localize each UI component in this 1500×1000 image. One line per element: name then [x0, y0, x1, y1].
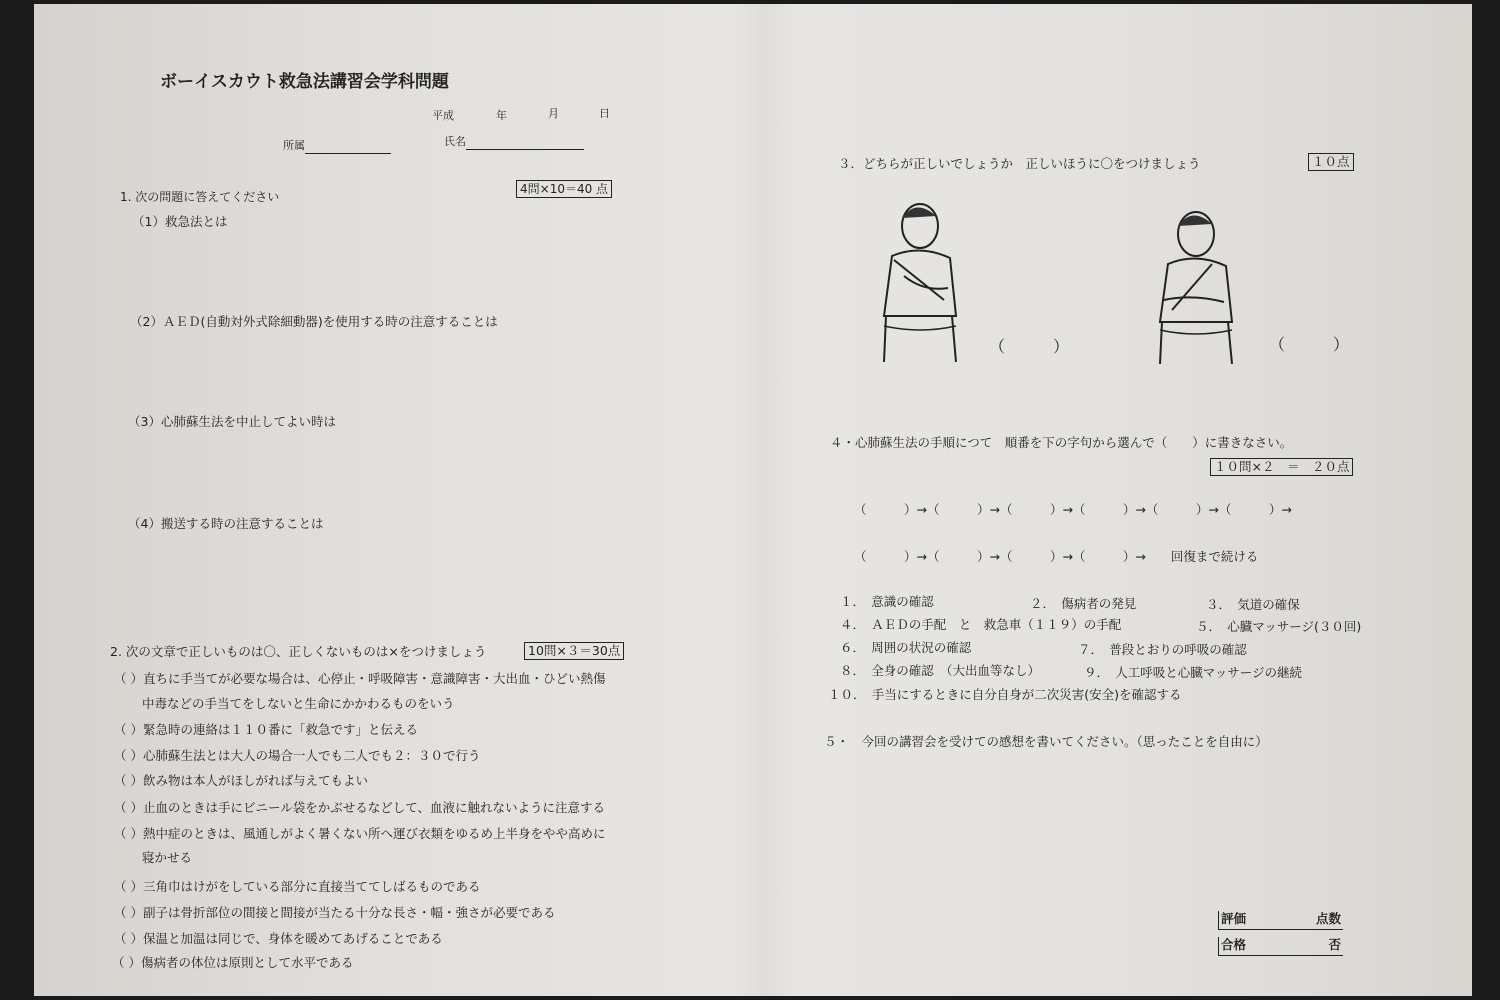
- choice-item: ６． 周囲の状況の確認: [840, 640, 972, 655]
- choice-item: ８． 全身の確認 （大出血等なし）: [840, 663, 1041, 678]
- section3-points: １０点: [1308, 153, 1354, 171]
- sling-illustration-a: [864, 196, 964, 362]
- section2-item: （ ）飲み物は本人がほしがれば与えてもよい: [114, 773, 368, 788]
- choice-item: １０． 手当にするときに自分自身が二次災害(安全)を確認する: [828, 687, 1182, 702]
- section2-item: （ ）保温と加温は同じで、身体を暖めてあげることである: [114, 931, 443, 946]
- exam-paper: [34, 4, 1472, 996]
- score-label: 点数: [1315, 911, 1341, 926]
- section1-question: （3）心肺蘇生法を中止してよい時は: [128, 414, 336, 429]
- choice-item: ５． 心臓マッサージ(３０回): [1196, 619, 1362, 634]
- choice-item: ２． 傷病者の発見: [1030, 596, 1137, 611]
- name-label: 氏名: [444, 135, 466, 148]
- fail-label: 否: [1328, 937, 1341, 952]
- affiliation-field[interactable]: [283, 138, 391, 154]
- answer-blank-a[interactable]: （ ）: [989, 337, 1070, 356]
- page-fold: [734, 4, 794, 996]
- section4-points: １０問×２ ＝ ２０点: [1210, 458, 1353, 476]
- section1-question: （2）ＡＥＤ(自動対外式除細動器)を使用する時の注意することは: [130, 314, 498, 329]
- section2-item: （ ）副子は骨折部位の間接と間接が当たる十分な長さ・幅・強さが必要である: [114, 905, 556, 920]
- section2-item: 中毒などの手当てをしないと生命にかかわるものをいう: [142, 696, 455, 711]
- section2-item: （ ）止血のときは手にビニール袋をかぶせるなどして、血液に触れないように注意する: [114, 800, 605, 815]
- pass-fail-box: [1218, 937, 1343, 956]
- answer-blank-b[interactable]: （ ）: [1269, 335, 1350, 354]
- section2-item: （ ）傷病者の体位は原則として水平である: [112, 955, 354, 970]
- section2-item: （ ）三角巾はけがをしている部分に直接当ててしばるものである: [114, 879, 481, 894]
- date-year: 年: [496, 109, 507, 122]
- date-day: 日: [599, 107, 610, 120]
- section1-heading: 1. 次の問題に答えてください: [120, 190, 280, 204]
- section2-points: 10問×３＝30点: [524, 642, 624, 660]
- date-month: 月: [548, 107, 559, 120]
- page-title: ボーイスカウト救急法講習会学科問題: [160, 72, 449, 92]
- section1-question: （4）搬送する時の注意することは: [128, 516, 324, 531]
- section5-heading: ５・ 今回の講習会を受けての感想を書いてください。（思ったことを自由に）: [824, 734, 1268, 749]
- evaluation-label: 評価: [1221, 911, 1247, 926]
- section2-item: （ ）緊急時の連絡は１１０番に「救急です」と伝える: [114, 722, 418, 737]
- choice-item: ４． ＡＥＤの手配 と 救急車（１１９）の手配: [840, 617, 1122, 632]
- choice-item: ７． 普段とおりの呼吸の確認: [1078, 642, 1247, 657]
- section2-heading: 2. 次の文章で正しいものは〇、正しくないものは×をつけましょう: [110, 644, 487, 659]
- section1-question: （1）救急法とは: [132, 214, 228, 229]
- section2-item: （ ）熱中症のときは、風通しがよく暑くない所へ運び衣類をゆるめ上半身をやや高めに: [114, 826, 606, 841]
- name-field[interactable]: [444, 134, 584, 150]
- section4-heading: ４・心肺蘇生法の手順につて 順番を下の字句から選んで（ ）に書きなさい。: [830, 435, 1293, 450]
- pass-label: 合格: [1221, 937, 1247, 952]
- sling-illustration-b: [1142, 204, 1242, 364]
- evaluation-score-box: [1218, 911, 1343, 930]
- sequence-row-2[interactable]: （ ）→（ ）→（ ）→（ ）→ 回復まで続ける: [854, 549, 1259, 564]
- choice-item: ３． 気道の確保: [1206, 597, 1300, 612]
- section2-item: （ ）心肺蘇生法とは大人の場合一人でも二人でも２：３０で行う: [114, 748, 481, 763]
- section2-item: 寝かせる: [142, 850, 193, 865]
- choice-item: １． 意識の確認: [840, 594, 934, 609]
- affiliation-label: 所属: [283, 139, 305, 152]
- section1-points: 4問×10＝40 点: [516, 180, 612, 198]
- section3-heading: ３．どちらが正しいでしょうか 正しいほうに〇をつけましょう: [838, 156, 1201, 171]
- choice-item: ９． 人工呼吸と心臓マッサージの継続: [1084, 665, 1303, 680]
- section2-item: （ ）直ちに手当てが必要な場合は、心停止・呼吸障害・意識障害・大出血・ひどい熱傷: [114, 671, 606, 686]
- sequence-row-1[interactable]: （ ）→（ ）→（ ）→（ ）→（ ）→（ ）→: [854, 502, 1292, 517]
- date-era: 平成: [432, 109, 454, 122]
